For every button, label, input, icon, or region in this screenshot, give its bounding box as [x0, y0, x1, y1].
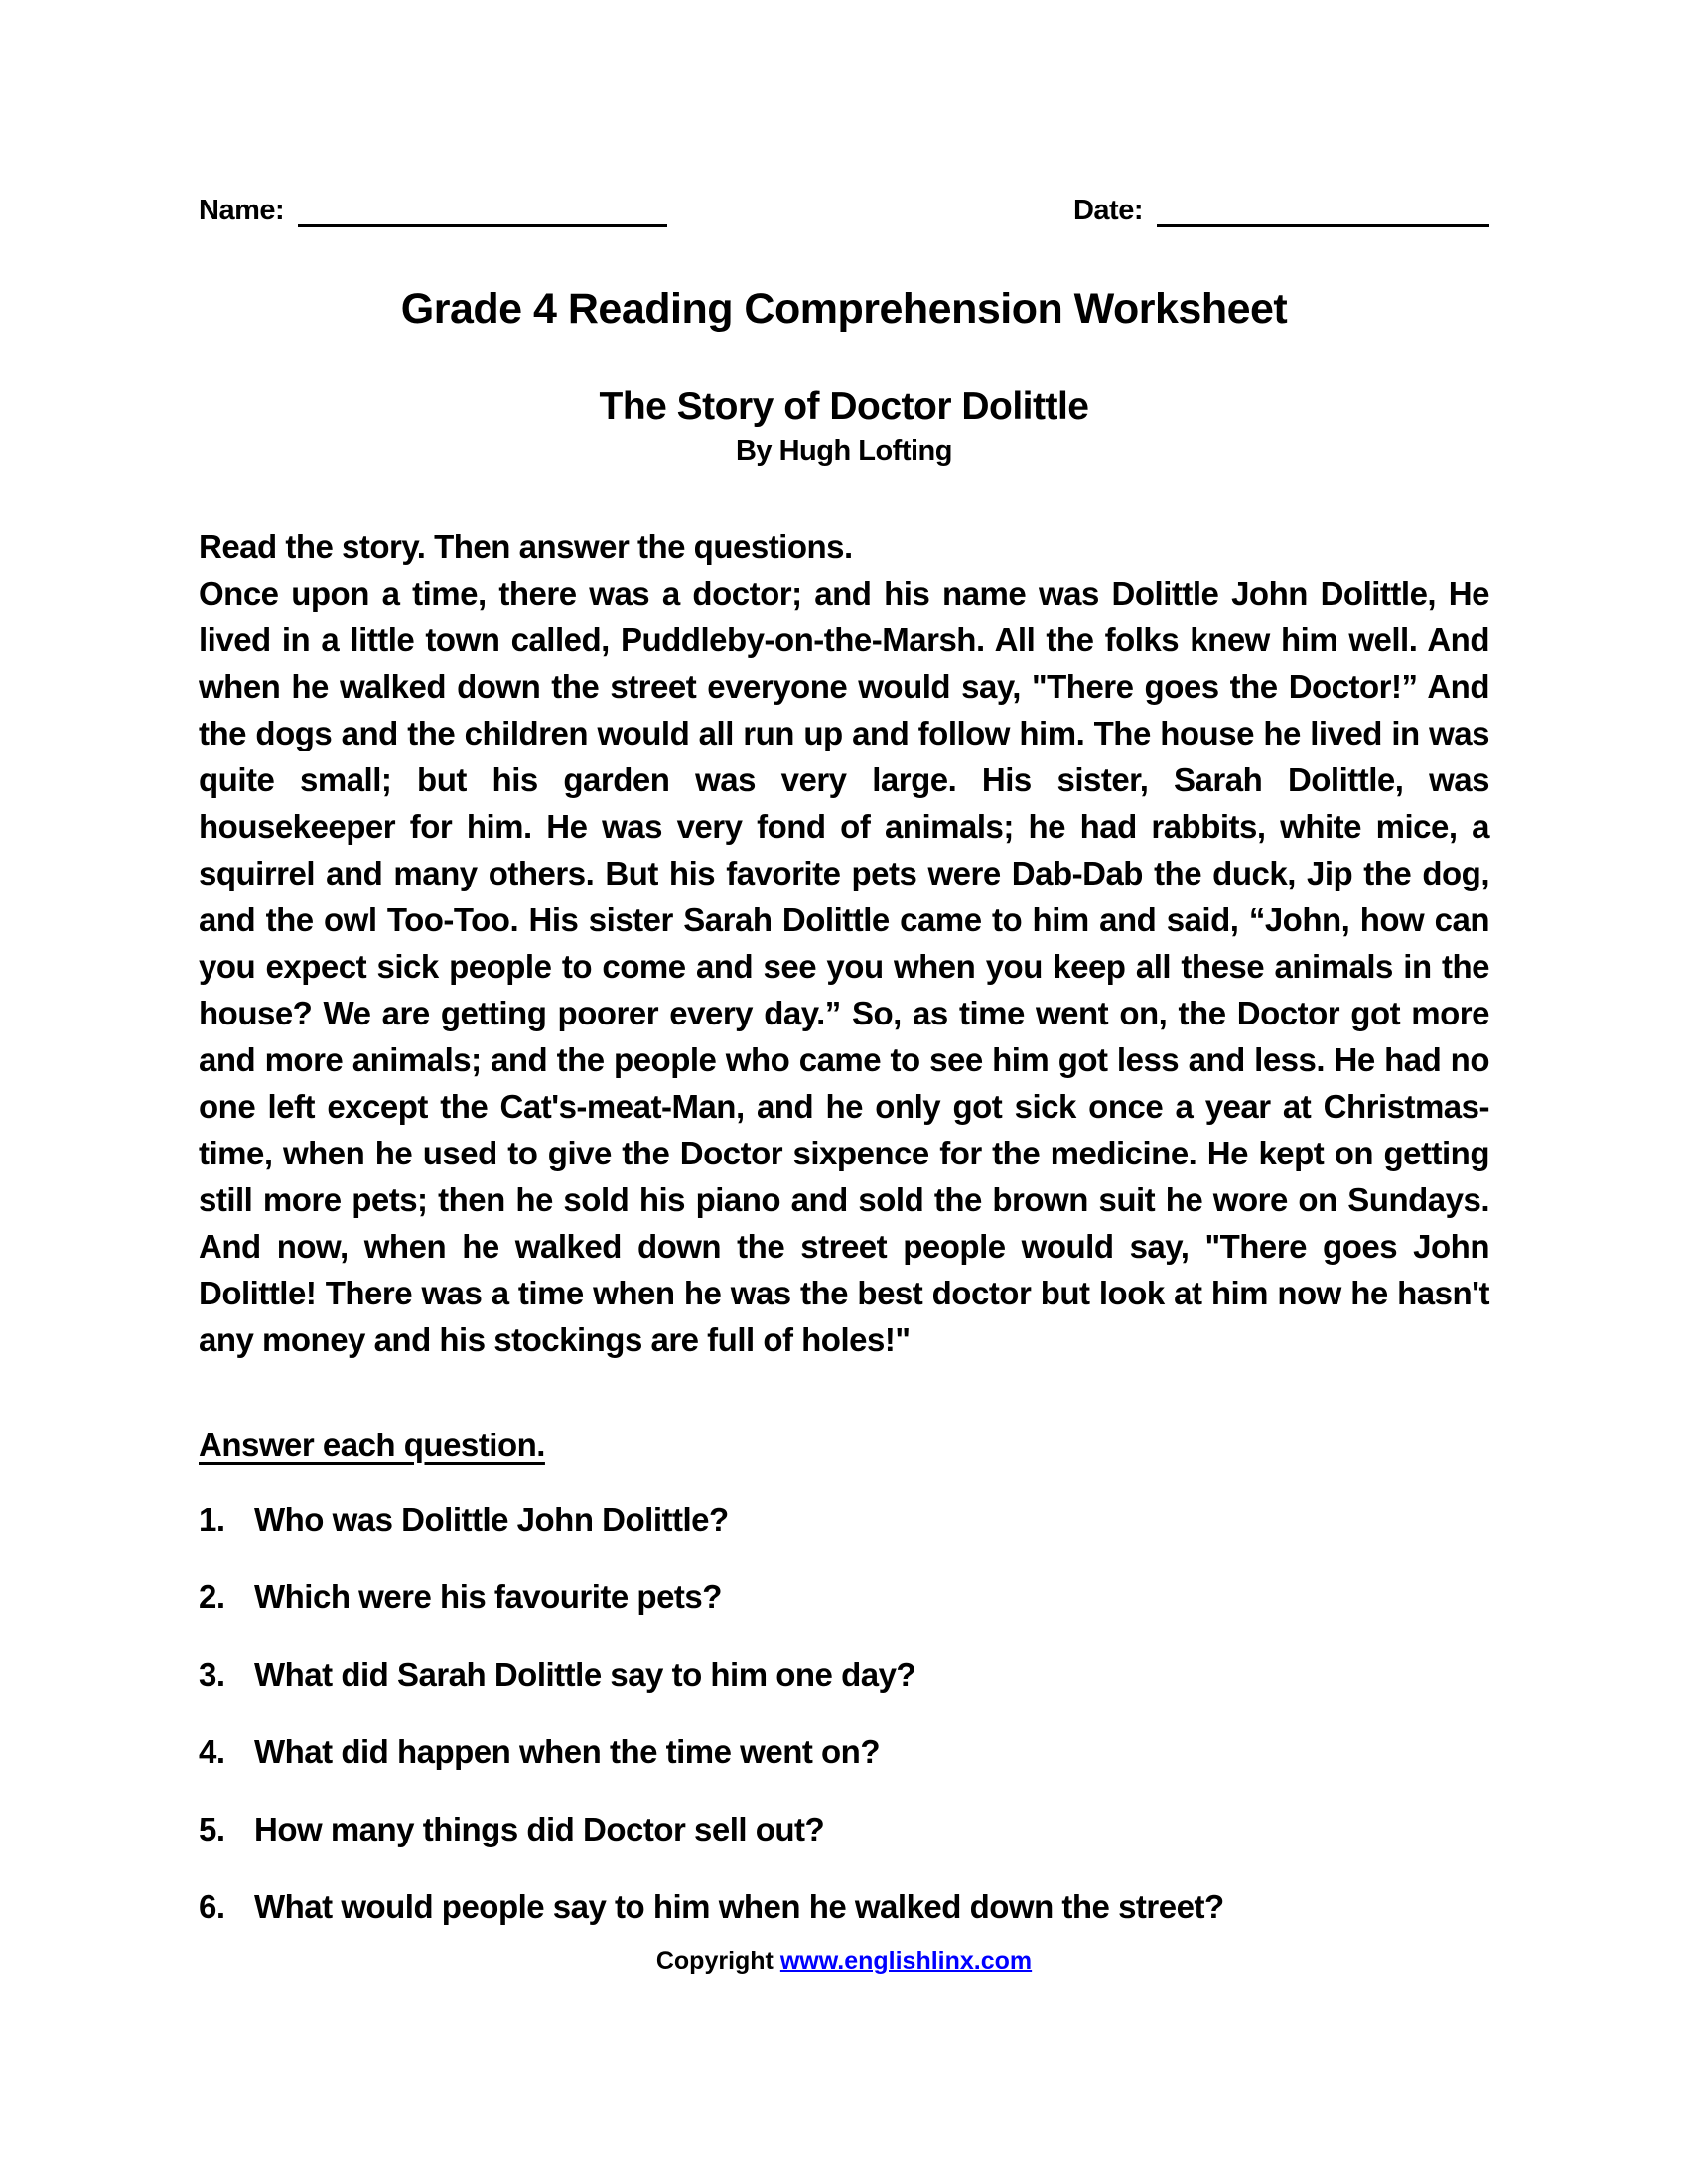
question-text: What did happen when the time went on?: [254, 1733, 880, 1770]
question-row-1: [199, 1498, 1489, 1542]
copyright-footer: [199, 1947, 1489, 1976]
name-date-row: [199, 194, 1489, 227]
question-row-3: [199, 1653, 1489, 1697]
date-label: Date:: [1072, 195, 1143, 226]
question-row-2: [199, 1575, 1489, 1619]
question-row-6: [199, 1885, 1489, 1929]
worksheet-title: Grade 4 Reading Comprehension Worksheet: [400, 285, 1288, 333]
question-number: 1.: [199, 1501, 225, 1538]
question-number: 2.: [199, 1578, 225, 1615]
questions-heading: Answer each question.: [199, 1427, 545, 1463]
question-text: Which were his favourite pets?: [254, 1578, 722, 1615]
question-number: 5.: [199, 1811, 225, 1847]
story-title: The Story of Doctor Dolittle: [599, 385, 1089, 428]
question-text: What did Sarah Dolittle say to him one day?: [254, 1656, 916, 1693]
story-paragraph: Once upon a time, there was a doctor; and his name was Dolittle John Dolittle, He lived in a little town called, Puddleby-on-the-Marsh. All the folks knew him well. And when he walked down the street everyone would say, "There goes the Doctor!” And the dogs and the children would all run up and follow him. The house he lived in was quite small; but his garden was very large. His sister, Sarah Dolittle, was housekeeper for him. He was very fond of animals; he had rabbits, white mice, a squirrel and many others. But his favorite pets were Dab-Dab the duck, Jip the dog, and the owl Too-Too. His sister Sarah Dolittle came to him and said, “John, how can you expect sick people to come and see you when you keep all these animals in the house? We are getting poorer every day.” So, as time went on, the Doctor got more and more animals; and the people who came to see him got less and less. He had no one left except the Cat's-meat-Man, and he only got sick once a year at Christmas-time, when he used to give the Doctor sixpence for the medicine. He kept on getting still more pets; then he sold his piano and sold the brown suit he wore on Sundays. And now, when he walked down the street people would say, "There goes John Dolittle! There was a time when he was the best doctor but look at him now he hasn't any money and his stockings are full of holes!": [199, 575, 1489, 1358]
question-number: 3.: [199, 1656, 225, 1693]
question-number: 6.: [199, 1888, 225, 1925]
englishlinx-link[interactable]: www.englishlinx.com: [779, 1947, 1033, 1975]
date-field-group: [1073, 194, 1489, 227]
question-row-5: [199, 1808, 1489, 1851]
question-text: How many things did Doctor sell out?: [254, 1811, 825, 1847]
question-number: 4.: [199, 1733, 225, 1770]
question-text: Who was Dolittle John Dolittle?: [254, 1501, 729, 1538]
date-blank-line: [1157, 194, 1489, 227]
name-field-group: [199, 194, 667, 227]
story-author: By Hugh Lofting: [735, 435, 952, 467]
instructions-line: Read the story. Then answer the questions.: [199, 528, 853, 565]
question-text: What would people say to him when he walked down the street?: [254, 1888, 1224, 1925]
name-label: Name:: [199, 195, 285, 226]
copyright-label: Copyright: [655, 1947, 774, 1975]
name-blank-line: [298, 194, 667, 227]
question-row-4: [199, 1730, 1489, 1774]
